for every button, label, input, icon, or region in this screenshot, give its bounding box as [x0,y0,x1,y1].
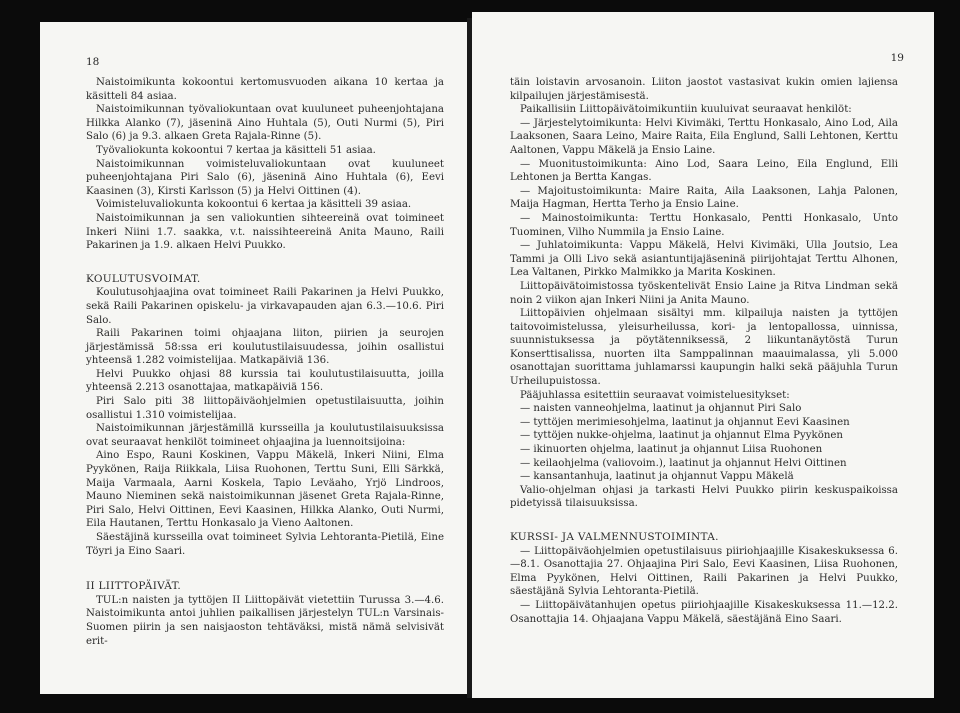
paragraph: Säestäjinä kursseilla ovat toimineet Sylvia Lehtoranta-Pietilä, Eine Töyri ja Eino Saari. [86,532,444,557]
list-item: — naisten vanneohjelma, laatinut ja ohjannut Piri Salo [520,403,802,415]
list-item: — Mainostoimikunta: Terttu Honkasalo, Pentti Honkasalo, Unto Tuominen, Vilho Nummila ja Ensio Laine. [510,212,898,238]
list-item: — Majoitustoimikunta: Maire Raita, Aila Laaksonen, Lahja Palonen, Maija Hagman, Hertta Terho ja Ensio Laine. [510,185,898,211]
paragraph: Koulutusohjaajina ovat toimineet Raili Pakarinen ja Helvi Puukko, sekä Raili Pakarinen opiskelu- ja virkavapauden ajan 6.3.—10.6. Piri Salo. [86,287,444,326]
list-item: — Järjestelytoimikunta: Helvi Kivimäki, Terttu Honkasalo, Aino Lod, Aila Laaksonen, Saara Leino, Maire Raita, Eila Englund, Salli Lehtonen, Kerttu Aaltonen, Vappu Mäkelä ja Ensio Laine. [510,117,898,156]
paragraph: Naistoimikunnan voimisteluvaliokuntaan ovat kuuluneet puheenjohtajana Piri Salo (6), jäseninä Aino Huhtala (6), Eevi Kaasinen (3), Kirsti Karlsson (5) ja Helvi Oittinen (4). [86,158,444,197]
section-heading: KOULUTUSVOIMAT. [86,272,201,285]
paragraph: Naistoimikunnan työvaliokuntaan ovat kuuluneet puheenjohtajana Hilkka Alanko (7), jäseninä Aino Huhtala (5), Outi Nurmi (5), Piri Salo (6) ja 9.3. alkaen Greta Rajala-Rinne (5). [86,104,444,143]
paragraph: Liittopäivätoimistossa työskentelivät Ensio Laine ja Ritva Lindman sekä noin 2 viikon ajan Inkeri Niini ja Anita Mauno. [510,280,898,306]
paragraph: Naistoimikunnan ja sen valiokuntien sihteereinä ovat toimineet Inkeri Niini 1.7. saakka, v.t. naissihteereinä Anita Mauno, Raili Pakarinen ja 1.9. alkaen Helvi Puukko. [86,212,444,252]
paragraph: täin loistavin arvosanoin. Liiton jaostot vastasivat kukin omien lajiensa kilpailujen järjestämisestä. [510,77,898,102]
paragraph: Työvaliokunta kokoontui 7 kertaa ja käsitteli 51 asiaa. [96,144,376,156]
section-heading: II LIITTOPÄIVÄT. [86,580,182,593]
paragraph: Voimisteluvaliokunta kokoontui 6 kertaa ja käsitteli 39 asiaa. [96,199,412,211]
paragraph: Liittopäivien ohjelmaan sisältyi mm. kilpailuja naisten ja tyttöjen taitovoimistelussa, yleisurheilussa, kori- ja lentopallossa, uinnissa, suunnistuksessa ja pöytätenniksessä, 2 liikuntanäytöstä Turun Konserttisalissa, nuorten ilta Samppalinnan maauimalassa, yli 5.000 osanottajan suorittama juhlamarssi kaupungin halki sekä pääjuhla Turun Urheilupuistossa. [510,308,898,388]
list-item: — keilaohjelma (valiovoim.), laatinut ja ohjannut Helvi Oittinen [520,457,847,469]
left-page [40,22,468,694]
paragraph: Helvi Puukko ohjasi 88 kurssia tai koulutustilaisuutta, joilla yhteensä 2.213 osanottajaa, matkapäiviä 156. [86,368,444,394]
list-item: — tyttöjen nukke-ohjelma, laatinut ja ohjannut Elma Pyykönen [520,430,843,442]
list-item: — tyttöjen merimiesohjelma, laatinut ja ohjannut Eevi Kaasinen [520,416,850,428]
paragraph: Aino Espo, Rauni Koskinen, Vappu Mäkelä, Inkeri Niini, Elma Pyykönen, Raija Riikkala, Liisa Ruohonen, Terttu Suni, Elli Särkkä, Maija Varmaala, Aarni Koskela, Tapio Leväaho, Yrjö Lindroos, Mauno Nieminen sekä naistoimikunnan jäsenet Greta Rajala-Rinne, Piri Salo, Helvi Oittinen, Eevi Kaasinen, Hilkka Alanko, Outi Nurmi, Eila Hautanen, Terttu Honkasalo ja Vieno Aaltonen. [86,450,444,530]
paragraph: Pääjuhlassa esitettiin seuraavat voimisteluesitykset: [520,389,790,401]
list-item: — kansantanhuja, laatinut ja ohjannut Vappu Mäkelä [520,471,794,483]
paragraph: TUL:n naisten ja tyttöjen II Liittopäivät vietettiin Turussa 3.—4.6. Naistoimikunta antoi juhlien paikallisen järjestelyn TUL:n Varsinais-Suomen piirin ja sen naisjaoston tehtäväksi, mistä nämä selvisivät erit- [86,594,444,647]
left-page-body [86,76,444,648]
paragraph: Naistoimikunnan järjestämillä kursseilla ja koulutustilaisuuksissa ovat seuraavat henkilöt toimineet ohjaajina ja luennoitsijoina: [86,423,444,448]
paragraph: Valio-ohjelman ohjasi ja tarkasti Helvi Puukko piirin keskuspaikoissa pidetyissä tilaisuuksissa. [510,484,898,510]
paragraph: Paikallisiin Liittopäivätoimikuntiin kuuluivat seuraavat henkilöt: [520,104,852,116]
section-heading: KURSSI- JA VALMENNUSTOIMINTA. [510,531,719,543]
list-item: — Juhlatoimikunta: Vappu Mäkelä, Helvi Kivimäki, Ulla Joutsio, Lea Tammi ja Olli Livo sekä asiantuntijajäseninä piirijohtajat Terttu Alhonen, Lea Valtanen, Pirkko Malmikko ja Marita Koskinen. [510,240,898,279]
left-page-number: 18 [86,56,100,68]
list-item: — ikinuorten ohjelma, laatinut ja ohjannut Liisa Ruohonen [520,444,823,456]
right-page [472,12,934,698]
paragraph: — Liittopäiväohjelmien opetustilaisuus piiriohjaajille Kisakeskuksessa 6.—8.1. Osanottajia 27. Ohjaajina Piri Salo, Eevi Kaasinen, Liisa Ruohonen, Elma Pyykönen, Helvi Oittinen, Raili Pakarinen ja Helvi Puukko, säestäjänä Sylvia Lehtoranta-Pietilä. [510,545,898,598]
right-page-body [510,76,898,626]
paragraph: Naistoimikunta kokoontui kertomusvuoden aikana 10 kertaa ja käsitteli 84 asiaa. [86,77,444,102]
list-item: — Muonitustoimikunta: Aino Lod, Saara Leino, Eila Englund, Elli Lehtonen ja Bertta Kangas. [510,158,898,184]
paragraph: — Liittopäivätanhujen opetus piiriohjaajille Kisakeskuksessa 11.—12.2. Osanottajia 14. Ohjaajana Vappu Mäkelä, säestäjänä Eino Saari. [510,599,898,625]
right-page-number: 19 [890,52,904,64]
paragraph: Raili Pakarinen toimi ohjaajana liiton, piirien ja seurojen järjestämissä 58:ssa eri koulutustilaisuudessa, joihin osallistui yhteensä 1.282 voimistelijaa. Matkapäiviä 136. [86,328,444,367]
paragraph: Piri Salo piti 38 liittopäiväohjelmien opetustilaisuutta, joihin osallistui 1.310 voimistelijaa. [86,396,444,421]
